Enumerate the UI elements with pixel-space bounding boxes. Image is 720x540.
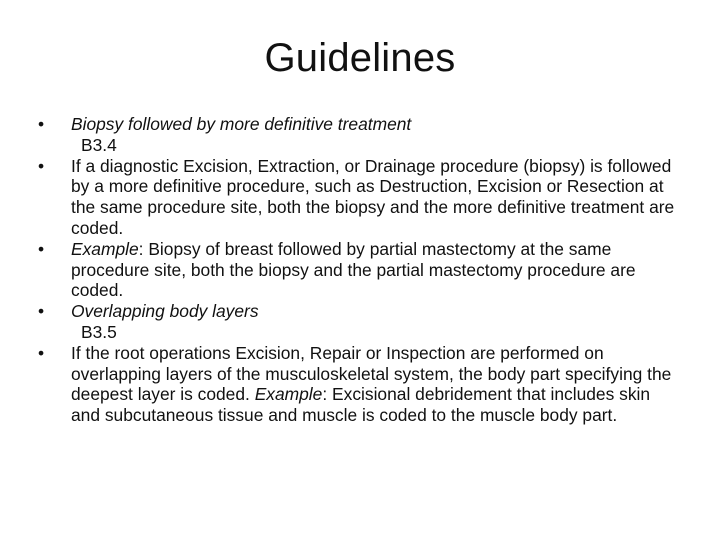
- bullet-list: [36, 114, 676, 426]
- item-heading: Biopsy followed by more definitive treatment: [71, 114, 412, 134]
- guideline-reference: B3.4: [81, 134, 117, 155]
- bullet-icon: •: [37, 155, 45, 176]
- guideline-reference: B3.5: [81, 321, 117, 342]
- bullet-icon: •: [37, 301, 45, 322]
- list-item: [36, 156, 676, 239]
- list-item: [36, 343, 676, 426]
- item-text: If the root operations Excision, Repair or Inspection are performed on overlapping layers of the musculoskeletal system, the body part specifying the deepest layer is coded.: [71, 342, 672, 405]
- item-text: : Biopsy of breast followed by partial mastectomy at the same procedure site, both the biopsy and the partial mastectomy procedure are coded.: [71, 238, 636, 301]
- item-heading: Overlapping body layers: [71, 301, 259, 322]
- list-item: [36, 114, 676, 135]
- item-text: If a diagnostic Excision, Extraction, or Drainage procedure (biopsy) is followed by a more definitive procedure, such as Destruction, Excision or Resection at the same procedure site, both the biopsy and the more definitive treatment are coded.: [71, 155, 675, 238]
- item-text-after: : Excisional debridement that includes skin and subcutaneous tissue and muscle is coded to the muscle body part.: [71, 384, 651, 426]
- list-item: [36, 301, 676, 322]
- slide-title: Guidelines: [264, 36, 456, 80]
- bullet-icon: •: [37, 342, 45, 363]
- bullet-icon: •: [37, 114, 45, 134]
- example-label: Example: [71, 238, 139, 259]
- example-label: Example: [254, 384, 323, 405]
- list-item: [36, 239, 676, 301]
- bullet-icon: •: [37, 238, 45, 259]
